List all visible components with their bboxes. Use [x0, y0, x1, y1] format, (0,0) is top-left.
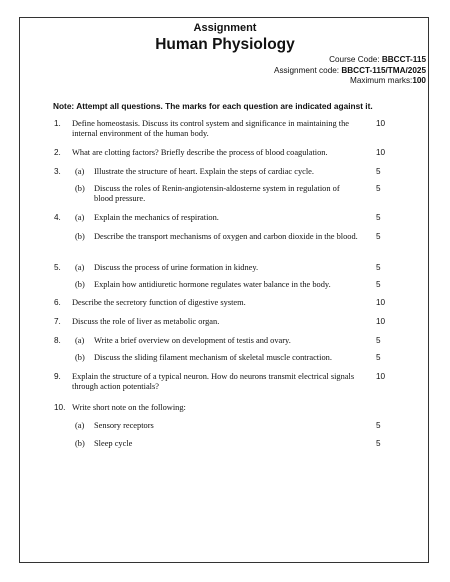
part-marks: 5	[376, 336, 381, 345]
instructions-note: Note: Attempt all questions. The marks for each question are indicated against it.	[53, 101, 373, 111]
question-marks: 10	[376, 148, 386, 157]
question-text: Describe the secretory function of digestive system.	[72, 298, 246, 307]
part-marks: 5	[376, 184, 381, 193]
part-label: (a)	[75, 336, 85, 345]
maximum-marks: Maximum marks:100	[350, 76, 426, 85]
part-label: (b)	[75, 232, 85, 241]
question-number: 4.	[54, 213, 61, 222]
question-marks: 10	[376, 298, 386, 307]
part-text: Write a brief overview on development of testis and ovary.	[94, 336, 291, 345]
question-number: 10.	[54, 403, 66, 412]
question-marks: 10	[376, 372, 386, 381]
part-text: Discuss the sliding filament mechanism of skeletal muscle contraction.	[94, 353, 332, 362]
question-number: 8.	[54, 336, 61, 345]
part-marks: 5	[376, 167, 381, 176]
part-text: Explain how antidiuretic hormone regulates water balance in the body.	[94, 280, 331, 289]
question-number: 3.	[54, 167, 61, 176]
part-marks: 5	[376, 263, 381, 272]
part-marks: 5	[376, 421, 381, 430]
part-marks: 5	[376, 232, 381, 241]
part-marks: 5	[376, 213, 381, 222]
question-text: Discuss the role of liver as metabolic organ.	[72, 317, 220, 326]
assignment-code: Assignment code: BBCCT-115/TMA/2025	[274, 66, 426, 75]
question-marks: 10	[376, 119, 386, 128]
assignment-page	[19, 17, 429, 563]
question-number: 7.	[54, 317, 61, 326]
part-label: (b)	[75, 280, 85, 289]
question-text: Explain the structure of a typical neuron. How do neurons transmit electrical signals through action potentials?	[72, 372, 355, 391]
part-text: Explain the mechanics of respiration.	[94, 213, 219, 222]
page-title: Human Physiology	[155, 36, 295, 53]
part-label: (a)	[75, 263, 85, 272]
part-label: (a)	[75, 213, 85, 222]
question-number: 6.	[54, 298, 61, 307]
question-number: 2.	[54, 148, 61, 157]
part-label: (a)	[75, 421, 85, 430]
part-text: Discuss the process of urine formation in kidney.	[94, 263, 259, 272]
part-marks: 5	[376, 280, 381, 289]
question-text: Write short note on the following:	[72, 403, 186, 412]
part-label: (a)	[75, 167, 85, 176]
question-text: Define homeostasis. Discuss its control system and significance in maintaining the internal environment of the human body.	[72, 119, 350, 138]
part-text: Sensory receptors	[94, 421, 154, 430]
part-text: Illustrate the structure of heart. Explain the steps of cardiac cycle.	[94, 167, 314, 176]
part-text: Discuss the roles of Renin-angiotensin-aldosterne system in regulation of blood pressure.	[94, 184, 340, 203]
course-code: Course Code: BBCCT-115	[329, 55, 426, 64]
part-label: (b)	[75, 439, 85, 448]
part-label: (b)	[75, 353, 85, 362]
question-number: 9.	[54, 372, 61, 381]
question-number: 5.	[54, 263, 61, 272]
part-label: (b)	[75, 184, 85, 193]
question-marks: 10	[376, 317, 386, 326]
part-marks: 5	[376, 439, 381, 448]
question-number: 1.	[54, 119, 61, 128]
part-text: Sleep cycle	[94, 439, 133, 448]
question-text: What are clotting factors? Briefly describe the process of blood coagulation.	[72, 148, 328, 157]
part-text: Describe the transport mechanisms of oxygen and carbon dioxide in the blood.	[94, 232, 358, 241]
part-marks: 5	[376, 353, 381, 362]
assignment-label: Assignment	[193, 22, 257, 34]
